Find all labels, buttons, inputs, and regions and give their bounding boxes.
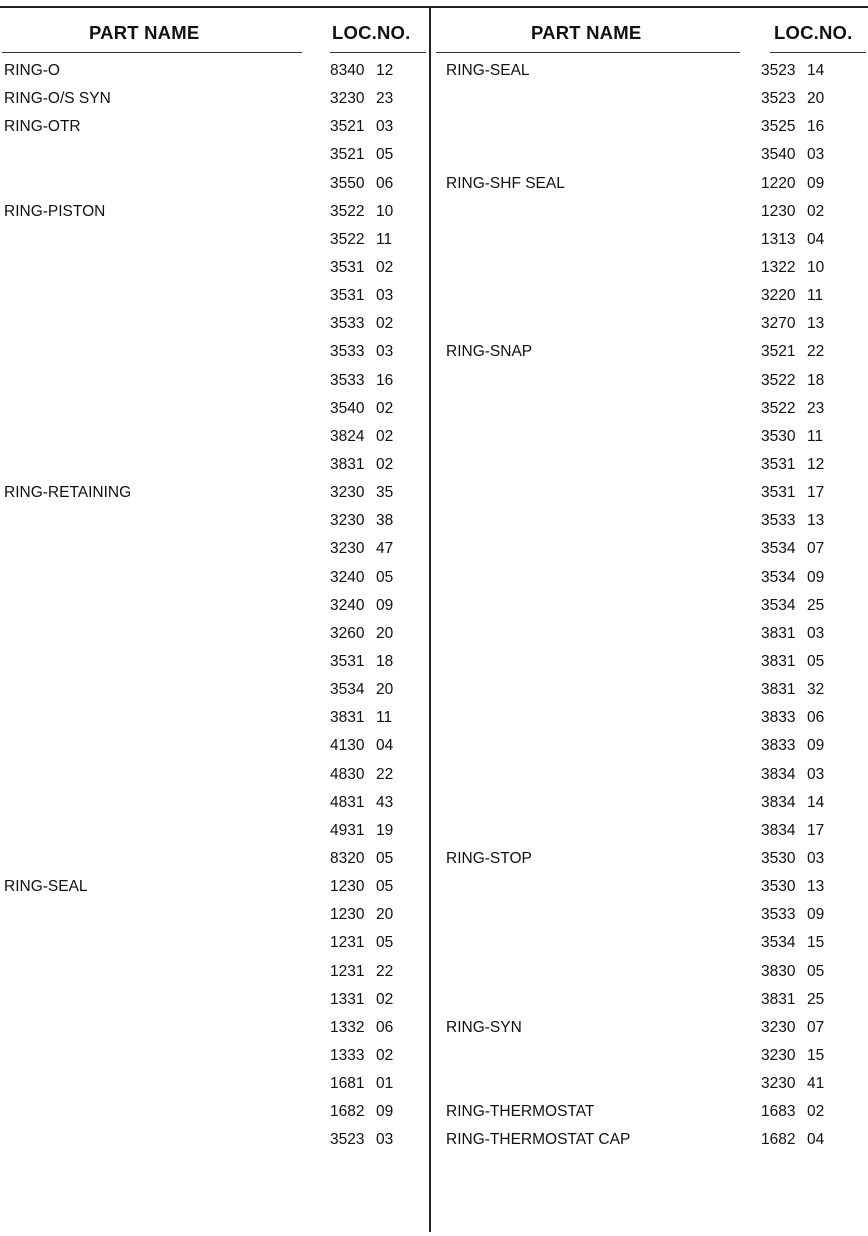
loc-cell: 3260 [330, 624, 365, 642]
loc-cell: 3833 [761, 709, 796, 727]
loc-cell: 1231 [330, 934, 365, 952]
part-name-header: PART NAME [89, 22, 200, 43]
number-cell: 06 [376, 1018, 394, 1036]
table-row [434, 959, 868, 987]
number-cell: 07 [807, 540, 825, 558]
number-cell: 20 [376, 624, 394, 642]
number-cell: 35 [376, 484, 394, 502]
loc-cell: 4130 [330, 737, 365, 755]
table-row [0, 283, 428, 311]
loc-cell: 1683 [761, 1103, 796, 1121]
table-row [434, 199, 868, 227]
number-cell: 05 [376, 878, 394, 896]
number-cell: 15 [807, 1046, 825, 1064]
header-underline [2, 52, 302, 53]
loc-cell: 3831 [330, 455, 365, 473]
table-row [434, 114, 868, 142]
table-row [0, 959, 428, 987]
loc-cell: 3220 [761, 287, 796, 305]
loc-cell: 3530 [761, 849, 796, 867]
header-underline [436, 52, 740, 53]
table-row [434, 565, 868, 593]
number-cell: 07 [807, 1018, 825, 1036]
number-cell: 04 [376, 737, 394, 755]
table-row [0, 199, 428, 227]
loc-cell: 3230 [761, 1075, 796, 1093]
table-row [434, 677, 868, 705]
part-name-cell: RING-SNAP [446, 343, 533, 361]
table-row [0, 58, 428, 86]
table-row [434, 1043, 868, 1071]
number-cell: 15 [807, 934, 825, 952]
table-row [434, 705, 868, 733]
table-row [434, 790, 868, 818]
number-cell: 43 [376, 793, 394, 811]
loc-cell: 1682 [761, 1131, 796, 1149]
table-row [0, 593, 428, 621]
loc-cell: 3240 [330, 568, 365, 586]
loc-cell: 3530 [761, 878, 796, 896]
number-cell: 11 [376, 230, 393, 248]
number-cell: 11 [807, 427, 824, 445]
table-row [0, 480, 428, 508]
part-name-cell: RING-OTR [4, 118, 81, 136]
loc-no-header: LOC.NO. [774, 22, 853, 43]
number-cell: 17 [807, 821, 825, 839]
number-cell: 25 [807, 990, 825, 1008]
loc-cell: 3534 [761, 568, 796, 586]
table-row [0, 452, 428, 480]
number-cell: 16 [376, 371, 394, 389]
table-row [434, 368, 868, 396]
loc-cell: 3533 [761, 906, 796, 924]
loc-cell: 3834 [761, 765, 796, 783]
number-cell: 09 [807, 174, 825, 192]
right-header [434, 12, 868, 54]
number-cell: 12 [376, 62, 394, 79]
table-row [434, 508, 868, 536]
number-cell: 13 [807, 315, 825, 333]
loc-cell: 3531 [330, 287, 365, 305]
header-underline [330, 52, 426, 53]
loc-cell: 3540 [761, 146, 796, 164]
left-rows [0, 58, 428, 1155]
number-cell: 02 [376, 1046, 394, 1064]
part-name-cell: RING-STOP [446, 849, 532, 867]
loc-cell: 3530 [761, 427, 796, 445]
loc-cell: 1230 [761, 202, 796, 220]
number-cell: 09 [807, 906, 825, 924]
table-row [434, 1127, 868, 1155]
number-cell: 02 [376, 315, 394, 333]
loc-cell: 3230 [330, 90, 365, 108]
loc-cell: 3833 [761, 737, 796, 755]
table-row [0, 171, 428, 199]
table-row [434, 424, 868, 452]
number-cell: 09 [376, 596, 394, 614]
part-name-cell: RING-SEAL [446, 62, 530, 79]
number-cell: 18 [376, 652, 394, 670]
loc-cell: 3831 [330, 709, 365, 727]
number-cell: 02 [376, 258, 394, 276]
loc-cell: 3523 [761, 62, 796, 79]
table-row [0, 930, 428, 958]
part-name-cell: RING-THERMOSTAT [446, 1103, 595, 1121]
number-cell: 05 [807, 652, 825, 670]
number-cell: 05 [807, 962, 825, 980]
number-cell: 02 [376, 990, 394, 1008]
table-row [0, 874, 428, 902]
loc-cell: 3834 [761, 821, 796, 839]
loc-cell: 3533 [330, 315, 365, 333]
loc-cell: 8320 [330, 849, 365, 867]
loc-cell: 3521 [761, 343, 796, 361]
number-cell: 14 [807, 62, 825, 79]
number-cell: 22 [376, 765, 394, 783]
number-cell: 12 [807, 455, 825, 473]
number-cell: 13 [807, 512, 825, 530]
number-cell: 23 [376, 90, 394, 108]
number-cell: 03 [376, 118, 394, 136]
loc-cell: 1682 [330, 1103, 365, 1121]
loc-cell: 1332 [330, 1018, 365, 1036]
number-cell: 02 [376, 399, 394, 417]
table-row [0, 790, 428, 818]
loc-cell: 3531 [761, 484, 796, 502]
table-row [434, 621, 868, 649]
table-row [0, 508, 428, 536]
loc-cell: 1331 [330, 990, 365, 1008]
number-cell: 20 [807, 90, 825, 108]
number-cell: 04 [807, 230, 825, 248]
part-name-cell: RING-PISTON [4, 202, 106, 220]
table-row [0, 902, 428, 930]
loc-cell: 3831 [761, 990, 796, 1008]
left-header [0, 12, 428, 54]
number-cell: 41 [807, 1075, 825, 1093]
number-cell: 05 [376, 934, 394, 952]
number-cell: 16 [807, 118, 825, 136]
part-name-cell: RING-SEAL [4, 878, 88, 896]
table-row [0, 733, 428, 761]
table-row [0, 1099, 428, 1127]
loc-cell: 3534 [330, 681, 365, 699]
table-row [0, 1071, 428, 1099]
loc-cell: 1231 [330, 962, 365, 980]
number-cell: 17 [807, 484, 825, 502]
loc-cell: 3270 [761, 315, 796, 333]
number-cell: 14 [807, 793, 825, 811]
table-row [0, 86, 428, 114]
loc-cell: 1322 [761, 258, 796, 276]
loc-cell: 3831 [761, 681, 796, 699]
number-cell: 22 [376, 962, 394, 980]
loc-cell: 3531 [330, 652, 365, 670]
table-row [434, 846, 868, 874]
table-row [0, 649, 428, 677]
loc-cell: 3525 [761, 118, 796, 136]
table-row [0, 987, 428, 1015]
loc-cell: 1313 [761, 230, 796, 248]
number-cell: 19 [376, 821, 394, 839]
loc-cell: 3230 [761, 1046, 796, 1064]
loc-cell: 3834 [761, 793, 796, 811]
table-row [434, 762, 868, 790]
loc-cell: 1230 [330, 878, 365, 896]
table-row [434, 593, 868, 621]
loc-cell: 1230 [330, 906, 365, 924]
number-cell: 03 [376, 343, 394, 361]
number-cell: 32 [807, 681, 825, 699]
table-row [434, 396, 868, 424]
loc-cell: 3240 [330, 596, 365, 614]
number-cell: 06 [376, 174, 394, 192]
loc-cell: 3830 [761, 962, 796, 980]
table-row [0, 396, 428, 424]
number-cell: 10 [807, 258, 825, 276]
loc-cell: 3522 [761, 371, 796, 389]
number-cell: 23 [807, 399, 825, 417]
loc-no-header: LOC.NO. [332, 22, 411, 43]
table-row [434, 733, 868, 761]
loc-cell: 3230 [330, 512, 365, 530]
number-cell: 02 [376, 427, 394, 445]
part-name-header: PART NAME [531, 22, 642, 43]
part-name-cell: RING-THERMOSTAT CAP [446, 1131, 631, 1149]
number-cell: 03 [807, 146, 825, 164]
loc-cell: 1333 [330, 1046, 365, 1064]
number-cell: 03 [376, 1131, 394, 1149]
table-row [434, 171, 868, 199]
table-row [434, 1099, 868, 1127]
table-row [434, 480, 868, 508]
number-cell: 20 [376, 906, 394, 924]
table-row [434, 452, 868, 480]
table-row [0, 255, 428, 283]
table-row [434, 142, 868, 170]
number-cell: 09 [376, 1103, 394, 1121]
number-cell: 11 [376, 709, 393, 727]
table-row [0, 677, 428, 705]
number-cell: 03 [376, 287, 394, 305]
number-cell: 03 [807, 849, 825, 867]
header-underline [770, 52, 866, 53]
loc-cell: 3230 [330, 540, 365, 558]
number-cell: 06 [807, 709, 825, 727]
number-cell: 05 [376, 849, 394, 867]
loc-cell: 3534 [761, 934, 796, 952]
table-row [434, 86, 868, 114]
loc-cell: 4830 [330, 765, 365, 783]
left-column [0, 12, 428, 1149]
number-cell: 04 [807, 1131, 825, 1149]
table-row [434, 1015, 868, 1043]
loc-cell: 3531 [761, 455, 796, 473]
number-cell: 38 [376, 512, 394, 530]
loc-cell: 3533 [761, 512, 796, 530]
loc-cell: 3533 [330, 371, 365, 389]
loc-cell: 4831 [330, 793, 365, 811]
table-row [0, 846, 428, 874]
number-cell: 09 [807, 568, 825, 586]
loc-cell: 3522 [761, 399, 796, 417]
loc-cell: 3230 [330, 484, 365, 502]
number-cell: 02 [807, 202, 825, 220]
table-row [434, 227, 868, 255]
number-cell: 03 [807, 624, 825, 642]
loc-cell: 3533 [330, 343, 365, 361]
table-row [434, 649, 868, 677]
table-row [0, 565, 428, 593]
loc-cell: 3531 [330, 258, 365, 276]
part-name-cell: RING-SYN [446, 1018, 522, 1036]
loc-cell: 3523 [330, 1131, 365, 1149]
table-row [0, 114, 428, 142]
table-row [434, 874, 868, 902]
number-cell: 10 [376, 202, 394, 220]
table-row [0, 762, 428, 790]
loc-cell: 3523 [761, 90, 796, 108]
number-cell: 05 [376, 146, 394, 164]
table-row [434, 536, 868, 564]
number-cell: 22 [807, 343, 825, 361]
table-row [0, 621, 428, 649]
table-row [0, 1043, 428, 1071]
number-cell: 47 [376, 540, 394, 558]
number-cell: 20 [376, 681, 394, 699]
loc-cell: 1681 [330, 1075, 365, 1093]
loc-cell: 3540 [330, 399, 365, 417]
loc-cell: 3522 [330, 230, 365, 248]
loc-cell: 4931 [330, 821, 365, 839]
table-row [434, 818, 868, 846]
number-cell: 02 [807, 1103, 825, 1121]
part-name-cell: RING-SHF SEAL [446, 174, 565, 192]
loc-cell: 1220 [761, 174, 796, 192]
table-row [434, 902, 868, 930]
table-row [0, 705, 428, 733]
table-row [0, 818, 428, 846]
number-cell: 01 [376, 1075, 394, 1093]
loc-cell: 8340 [330, 62, 365, 79]
number-cell: 11 [807, 287, 824, 305]
number-cell: 05 [376, 568, 394, 586]
loc-cell: 3521 [330, 146, 365, 164]
table-row [434, 311, 868, 339]
loc-cell: 3521 [330, 118, 365, 136]
number-cell: 03 [807, 765, 825, 783]
loc-cell: 3230 [761, 1018, 796, 1036]
table-row [434, 1071, 868, 1099]
loc-cell: 3534 [761, 540, 796, 558]
part-name-cell: RING-RETAINING [4, 484, 132, 502]
part-name-cell: RING-O [4, 62, 60, 79]
table-row [0, 368, 428, 396]
number-cell: 02 [376, 455, 394, 473]
loc-cell: 3831 [761, 624, 796, 642]
number-cell: 25 [807, 596, 825, 614]
part-name-cell: RING-O/S SYN [4, 90, 111, 108]
loc-cell: 3522 [330, 202, 365, 220]
number-cell: 18 [807, 371, 825, 389]
table-row [0, 311, 428, 339]
table-row [434, 339, 868, 367]
table-row [434, 283, 868, 311]
table-row [0, 1015, 428, 1043]
table-row [434, 255, 868, 283]
loc-cell: 3550 [330, 174, 365, 192]
table-row [434, 987, 868, 1015]
table-row [0, 339, 428, 367]
table-row [0, 227, 428, 255]
loc-cell: 3831 [761, 652, 796, 670]
right-column [434, 12, 868, 1149]
right-rows [434, 58, 868, 1155]
table-row [434, 930, 868, 958]
top-rule [0, 6, 868, 8]
loc-cell: 3534 [761, 596, 796, 614]
column-divider [429, 8, 431, 1232]
number-cell: 13 [807, 878, 825, 896]
table-row [0, 536, 428, 564]
table-row [0, 142, 428, 170]
table-row [0, 1127, 428, 1155]
number-cell: 09 [807, 737, 825, 755]
table-row [434, 58, 868, 86]
loc-cell: 3824 [330, 427, 365, 445]
table-row [0, 424, 428, 452]
